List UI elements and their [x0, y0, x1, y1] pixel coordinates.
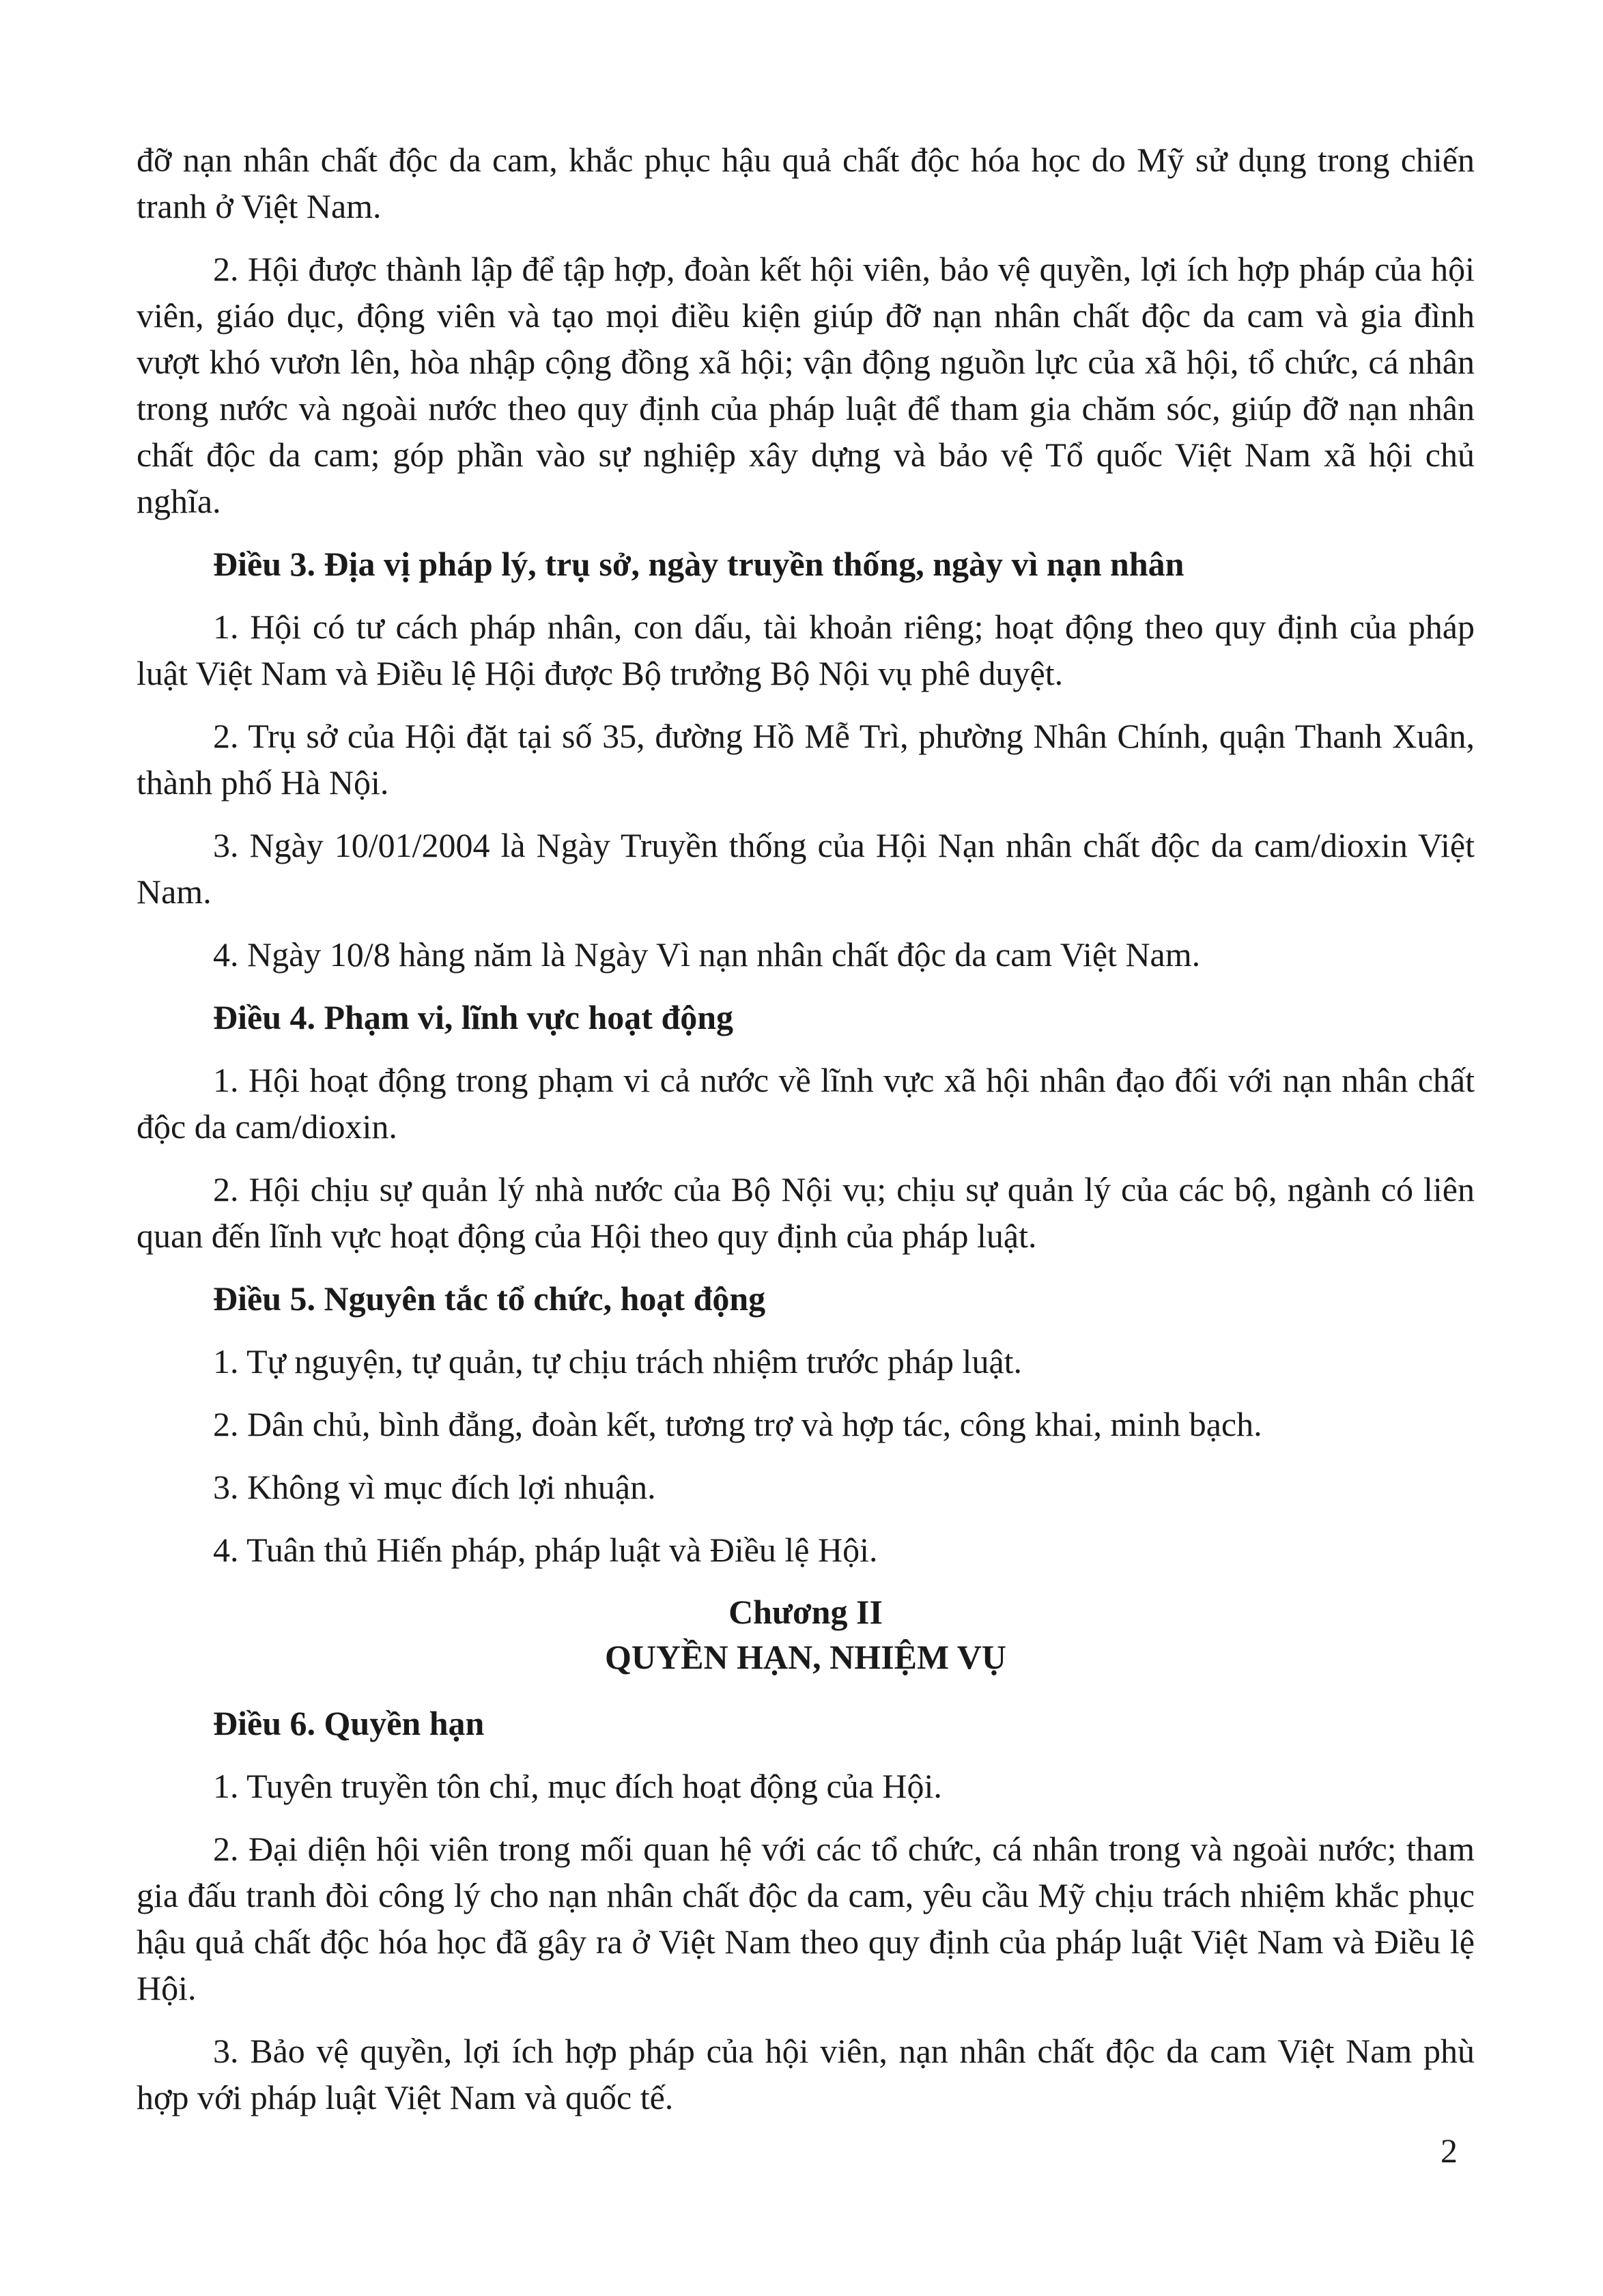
- page-number: 2: [1441, 2131, 1458, 2170]
- intro-continuation: đỡ nạn nhân chất độc da cam, khắc phục hậu quả chất độc hóa học do Mỹ sử dụng trong chiến tranh ở Việt Nam.: [137, 141, 1475, 225]
- article-3-clause-3: 3. Ngày 10/01/2004 là Ngày Truyền thống của Hội Nạn nhân chất độc da cam/dioxin Việt Nam.: [137, 826, 1475, 911]
- article-5-clause-1: 1. Tự nguyện, tự quản, tự chịu trách nhiệm trước pháp luật.: [213, 1342, 1023, 1380]
- document-page: [137, 137, 1475, 2137]
- article-6-clause-1: 1. Tuyên truyền tôn chỉ, mục đích hoạt động của Hội.: [213, 1767, 942, 1805]
- intro-clause-2: 2. Hội được thành lập để tập hợp, đoàn kết hội viên, bảo vệ quyền, lợi ích hợp pháp của hội viên, giáo dục, động viên và tạo mọi điều kiện giúp đỡ nạn nhân chất độc da cam và gia đình vượt khó vươn lên, hòa nhập cộng đồng xã hội; vận động nguồn lực của xã hội, tổ chức, cá nhân trong nước và ngoài nước theo quy định của pháp luật để tham gia chăm sóc, giúp đỡ nạn nhân chất độc da cam; góp phần vào sự nghiệp xây dựng và bảo vệ Tổ quốc Việt Nam xã hội chủ nghĩa.: [137, 250, 1475, 520]
- article-5-clause-3: 3. Không vì mục đích lợi nhuận.: [213, 1468, 656, 1506]
- chapter-label: Chương II: [728, 1593, 883, 1631]
- article-4-clause-2: 2. Hội chịu sự quản lý nhà nước của Bộ Nội vụ; chịu sự quản lý của các bộ, ngành có liên quan đến lĩnh vực hoạt động của Hội theo quy định của pháp luật.: [137, 1170, 1475, 1255]
- article-4-clause-1: 1. Hội hoạt động trong phạm vi cả nước về lĩnh vực xã hội nhân đạo đối với nạn nhân chất độc da cam/dioxin.: [137, 1061, 1475, 1146]
- article-5-clause-4: 4. Tuân thủ Hiến pháp, pháp luật và Điều lệ Hội.: [213, 1531, 878, 1569]
- article-4-title: Điều 4. Phạm vi, lĩnh vực hoạt động: [213, 998, 734, 1036]
- article-3-clause-2: 2. Trụ sở của Hội đặt tại số 35, đường Hồ Mễ Trì, phường Nhân Chính, quận Thanh Xuân, thành phố Hà Nội.: [137, 717, 1475, 802]
- article-6-title: Điều 6. Quyền hạn: [213, 1704, 485, 1742]
- article-5-title: Điều 5. Nguyên tắc tổ chức, hoạt động: [213, 1279, 766, 1318]
- article-3-clause-4: 4. Ngày 10/8 hàng năm là Ngày Vì nạn nhân chất độc da cam Việt Nam.: [213, 935, 1201, 974]
- chapter-title: QUYỀN HẠN, NHIỆM VỤ: [605, 1638, 1006, 1676]
- article-5-clause-2: 2. Dân chủ, bình đẳng, đoàn kết, tương trợ và hợp tác, công khai, minh bạch.: [213, 1405, 1262, 1443]
- chapter-heading: [137, 1589, 1475, 1680]
- article-3-title: Điều 3. Địa vị pháp lý, trụ sở, ngày truyền thống, ngày vì nạn nhân: [213, 545, 1184, 583]
- article-6-clause-2: 2. Đại diện hội viên trong mối quan hệ với các tổ chức, cá nhân trong và ngoài nước; tham gia đấu tranh đòi công lý cho nạn nhân chất độc da cam, yêu cầu Mỹ chịu trách nhiệm khắc phục hậu quả chất độc hóa học đã gây ra ở Việt Nam theo quy định của pháp luật Việt Nam và Điều lệ Hội.: [137, 1830, 1475, 2007]
- article-6-clause-3: 3. Bảo vệ quyền, lợi ích hợp pháp của hội viên, nạn nhân chất độc da cam Việt Nam phù hợp với pháp luật Việt Nam và quốc tế.: [137, 2032, 1475, 2116]
- article-3-clause-1: 1. Hội có tư cách pháp nhân, con dấu, tài khoản riêng; hoạt động theo quy định của pháp luật Việt Nam và Điều lệ Hội được Bộ trưởng Bộ Nội vụ phê duyệt.: [137, 608, 1475, 692]
